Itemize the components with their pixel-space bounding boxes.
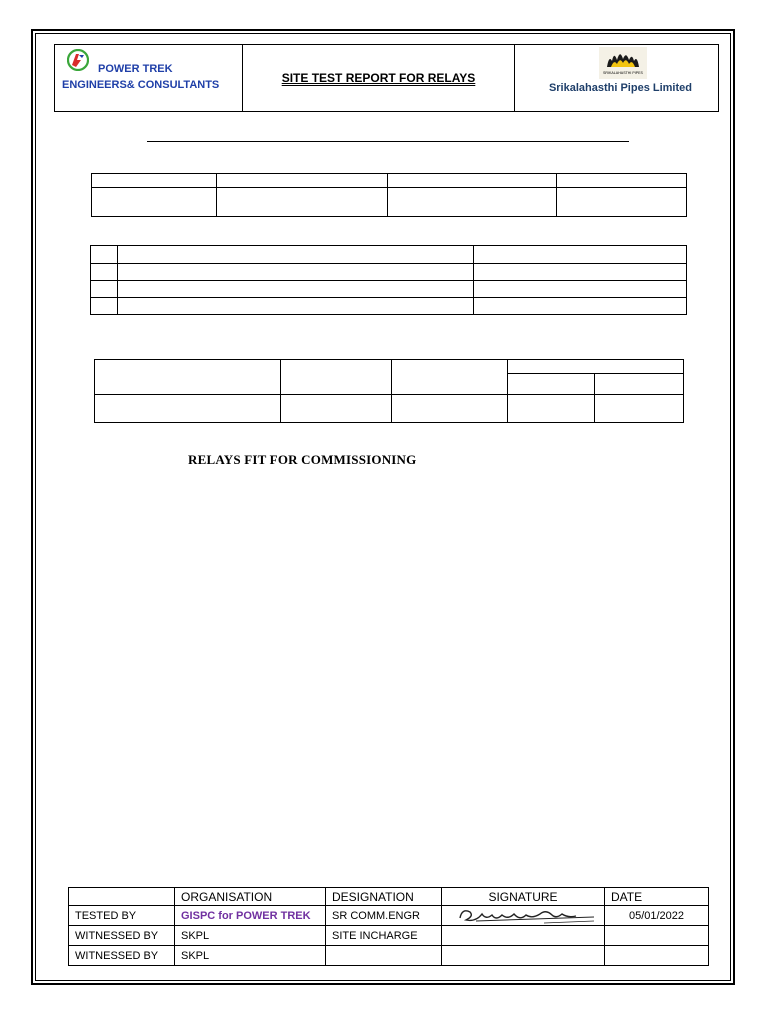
table-cell	[95, 395, 281, 423]
table-cell	[392, 395, 508, 423]
signoff-header-role	[69, 888, 175, 906]
table-cell	[508, 395, 595, 423]
signoff-header-signature: SIGNATURE	[442, 888, 605, 906]
table-cell	[281, 360, 392, 395]
table-cell	[595, 395, 684, 423]
table-cell	[118, 281, 474, 298]
company-logo-cell	[55, 45, 243, 112]
signature-cell	[442, 926, 605, 946]
table-cell	[508, 360, 684, 374]
signoff-designation: SR COMM.ENGR	[326, 906, 442, 926]
table-cell	[474, 246, 687, 264]
report-title-cell	[243, 45, 515, 112]
signoff-date	[605, 946, 709, 966]
table-cell	[91, 264, 118, 281]
table-cell	[92, 174, 217, 188]
signoff-role: WITNESSED BY	[69, 926, 175, 946]
table-cell	[388, 174, 557, 188]
signoff-date	[605, 926, 709, 946]
handwritten-signature-icon	[456, 906, 596, 926]
checks-table	[90, 245, 687, 315]
signoff-organisation: SKPL	[175, 946, 326, 966]
results-table	[94, 359, 684, 423]
table-cell	[557, 188, 687, 217]
table-cell	[217, 188, 388, 217]
commissioning-statement: RELAYS FIT FOR COMMISSIONING	[188, 452, 417, 467]
signoff-organisation: GISPC for POWER TREK	[175, 906, 326, 926]
company-subtitle: ENGINEERS& CONSULTANTS	[62, 79, 220, 91]
company-name: POWER TREK	[98, 63, 173, 75]
signoff-header-date: DATE	[605, 888, 709, 906]
table-cell	[95, 360, 281, 395]
table-cell	[118, 264, 474, 281]
table-cell	[118, 298, 474, 315]
table-cell	[91, 246, 118, 264]
table-cell	[508, 374, 595, 395]
client-logo-icon	[599, 47, 647, 79]
signoff-table	[68, 887, 709, 966]
table-cell	[474, 264, 687, 281]
signoff-role: WITNESSED BY	[69, 946, 175, 966]
signoff-row	[69, 946, 709, 966]
report-header	[54, 44, 719, 112]
table-cell	[474, 281, 687, 298]
power-trek-logo-icon	[67, 49, 89, 71]
signature-cell	[442, 946, 605, 966]
table-cell	[281, 395, 392, 423]
signoff-designation	[326, 946, 442, 966]
client-cell	[515, 45, 719, 112]
table-cell	[595, 374, 684, 395]
table-cell	[392, 360, 508, 395]
signoff-role: TESTED BY	[69, 906, 175, 926]
signoff-row	[69, 926, 709, 946]
table-cell	[91, 298, 118, 315]
details-table	[91, 173, 687, 217]
table-cell	[92, 188, 217, 217]
signoff-designation: SITE INCHARGE	[326, 926, 442, 946]
heading-underline	[147, 141, 629, 142]
signoff-row	[69, 906, 709, 926]
signoff-organisation: SKPL	[175, 926, 326, 946]
table-cell	[474, 298, 687, 315]
signoff-date: 05/01/2022	[605, 906, 709, 926]
table-cell	[388, 188, 557, 217]
signoff-header-designation: DESIGNATION	[326, 888, 442, 906]
report-title: SITE TEST REPORT FOR RELAYS	[281, 71, 476, 85]
table-cell	[91, 281, 118, 298]
signoff-header-organisation: ORGANISATION	[175, 888, 326, 906]
signature-cell	[442, 906, 605, 926]
table-cell	[118, 246, 474, 264]
client-name: Srikalahasthi Pipes Limited	[548, 82, 692, 94]
table-cell	[557, 174, 687, 188]
table-cell	[217, 174, 388, 188]
client-logo-text: SRIKALAHASTHI PIPES	[603, 71, 643, 75]
